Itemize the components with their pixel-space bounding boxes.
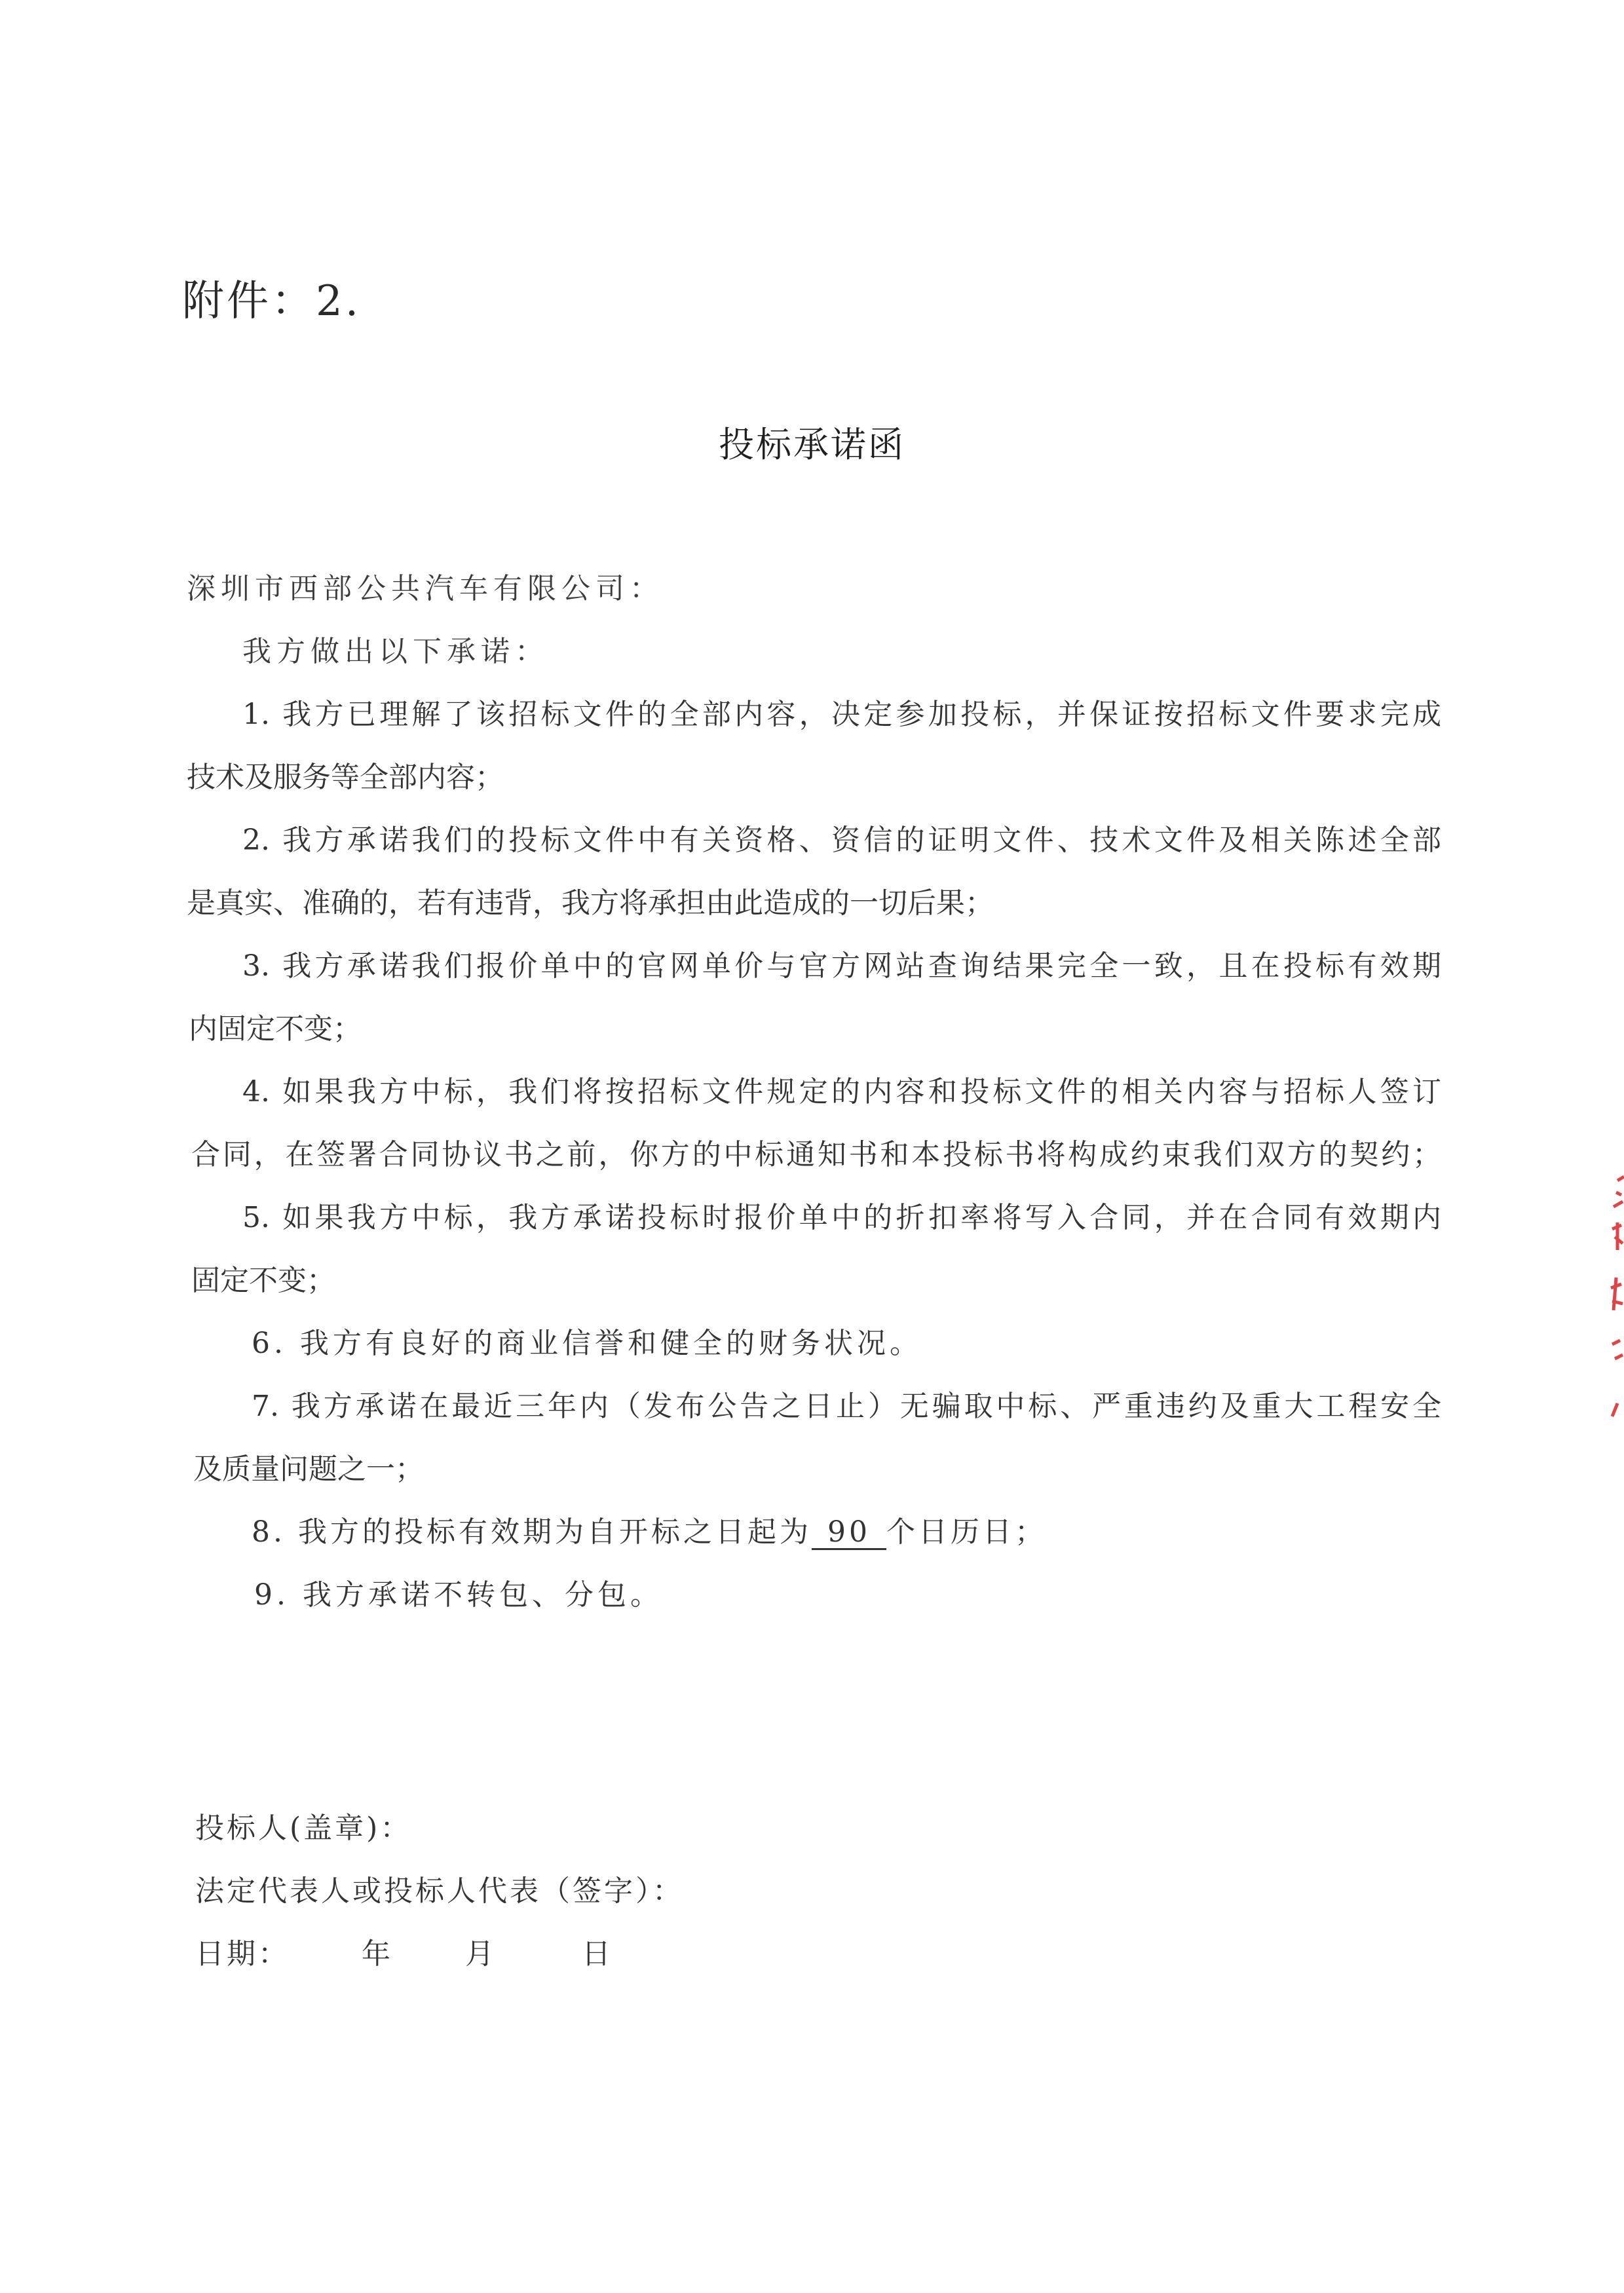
- item-9-line-1: 9. 我方承诺不转包、分包。: [254, 1578, 663, 1612]
- item-8-text-after: 个日历日；: [886, 1515, 1047, 1549]
- item-7-line-1: 7. 我方承诺在最近三年内（发布公告之日止）无骗取中标、严重违约及重大工程安全: [252, 1390, 1441, 1423]
- item-2-line-1: 2. 我方承诺我们的投标文件中有关资格、资信的证明文件、技术文件及相关陈述全部: [242, 824, 1441, 857]
- item-5-line-2: 固定不变；: [191, 1264, 335, 1297]
- document-title: 投标承诺函: [719, 424, 905, 465]
- item-2-line-2: 是真实、准确的，若有违背，我方将承担由此造成的一切后果；: [187, 886, 994, 920]
- item-8-line-1: [252, 1508, 1047, 1550]
- year-label: 年: [362, 1937, 393, 1971]
- seal-stamp-fragment: [1598, 1173, 1624, 1422]
- bidder-seal-label: 投标人(盖章)：: [195, 1811, 412, 1845]
- item-8-text-before: 8. 我方的投标有效期为自开标之日起为: [252, 1515, 812, 1549]
- item-3-line-2: 内固定不变；: [189, 1012, 362, 1046]
- item-5-line-1: 5. 如果我方中标，我方承诺投标时报价单中的折扣率将写入合同，并在合同有效期内: [242, 1201, 1441, 1234]
- addressee: 深圳市西部公共汽车有限公司：: [187, 572, 664, 605]
- date-label: 日期：: [195, 1937, 290, 1971]
- month-label: 月: [465, 1937, 497, 1971]
- intro-statement: 我方做出以下承诺：: [242, 635, 549, 668]
- validity-days-field: 90: [812, 1517, 886, 1550]
- representative-signature-label: 法定代表人或投标人代表（签字）：: [195, 1874, 684, 1908]
- item-1-line-2: 技术及服务等全部内容；: [187, 761, 504, 794]
- item-7-line-2: 及质量问题之一；: [193, 1452, 424, 1486]
- item-3-line-1: 3. 我方承诺我们报价单中的官网单价与官方网站查询结果完全一致，且在投标有效期: [242, 949, 1441, 983]
- item-6-line-1: 6. 我方有良好的商业信誉和健全的财务状况。: [252, 1327, 922, 1360]
- item-4-line-1: 4. 如果我方中标，我们将按招标文件规定的内容和投标文件的相关内容与招标人签订: [242, 1075, 1441, 1109]
- attachment-label: 附件：2.: [182, 277, 362, 326]
- item-1-line-1: 1. 我方已理解了该招标文件的全部内容，决定参加投标，并保证按招标文件要求完成: [242, 698, 1441, 731]
- item-4-line-2: 合同，在签署合同协议书之前，你方的中标通知书和本投标书将构成约束我们双方的契约；: [191, 1138, 1441, 1171]
- date-line: [195, 1930, 613, 1972]
- day-label: 日: [582, 1937, 613, 1971]
